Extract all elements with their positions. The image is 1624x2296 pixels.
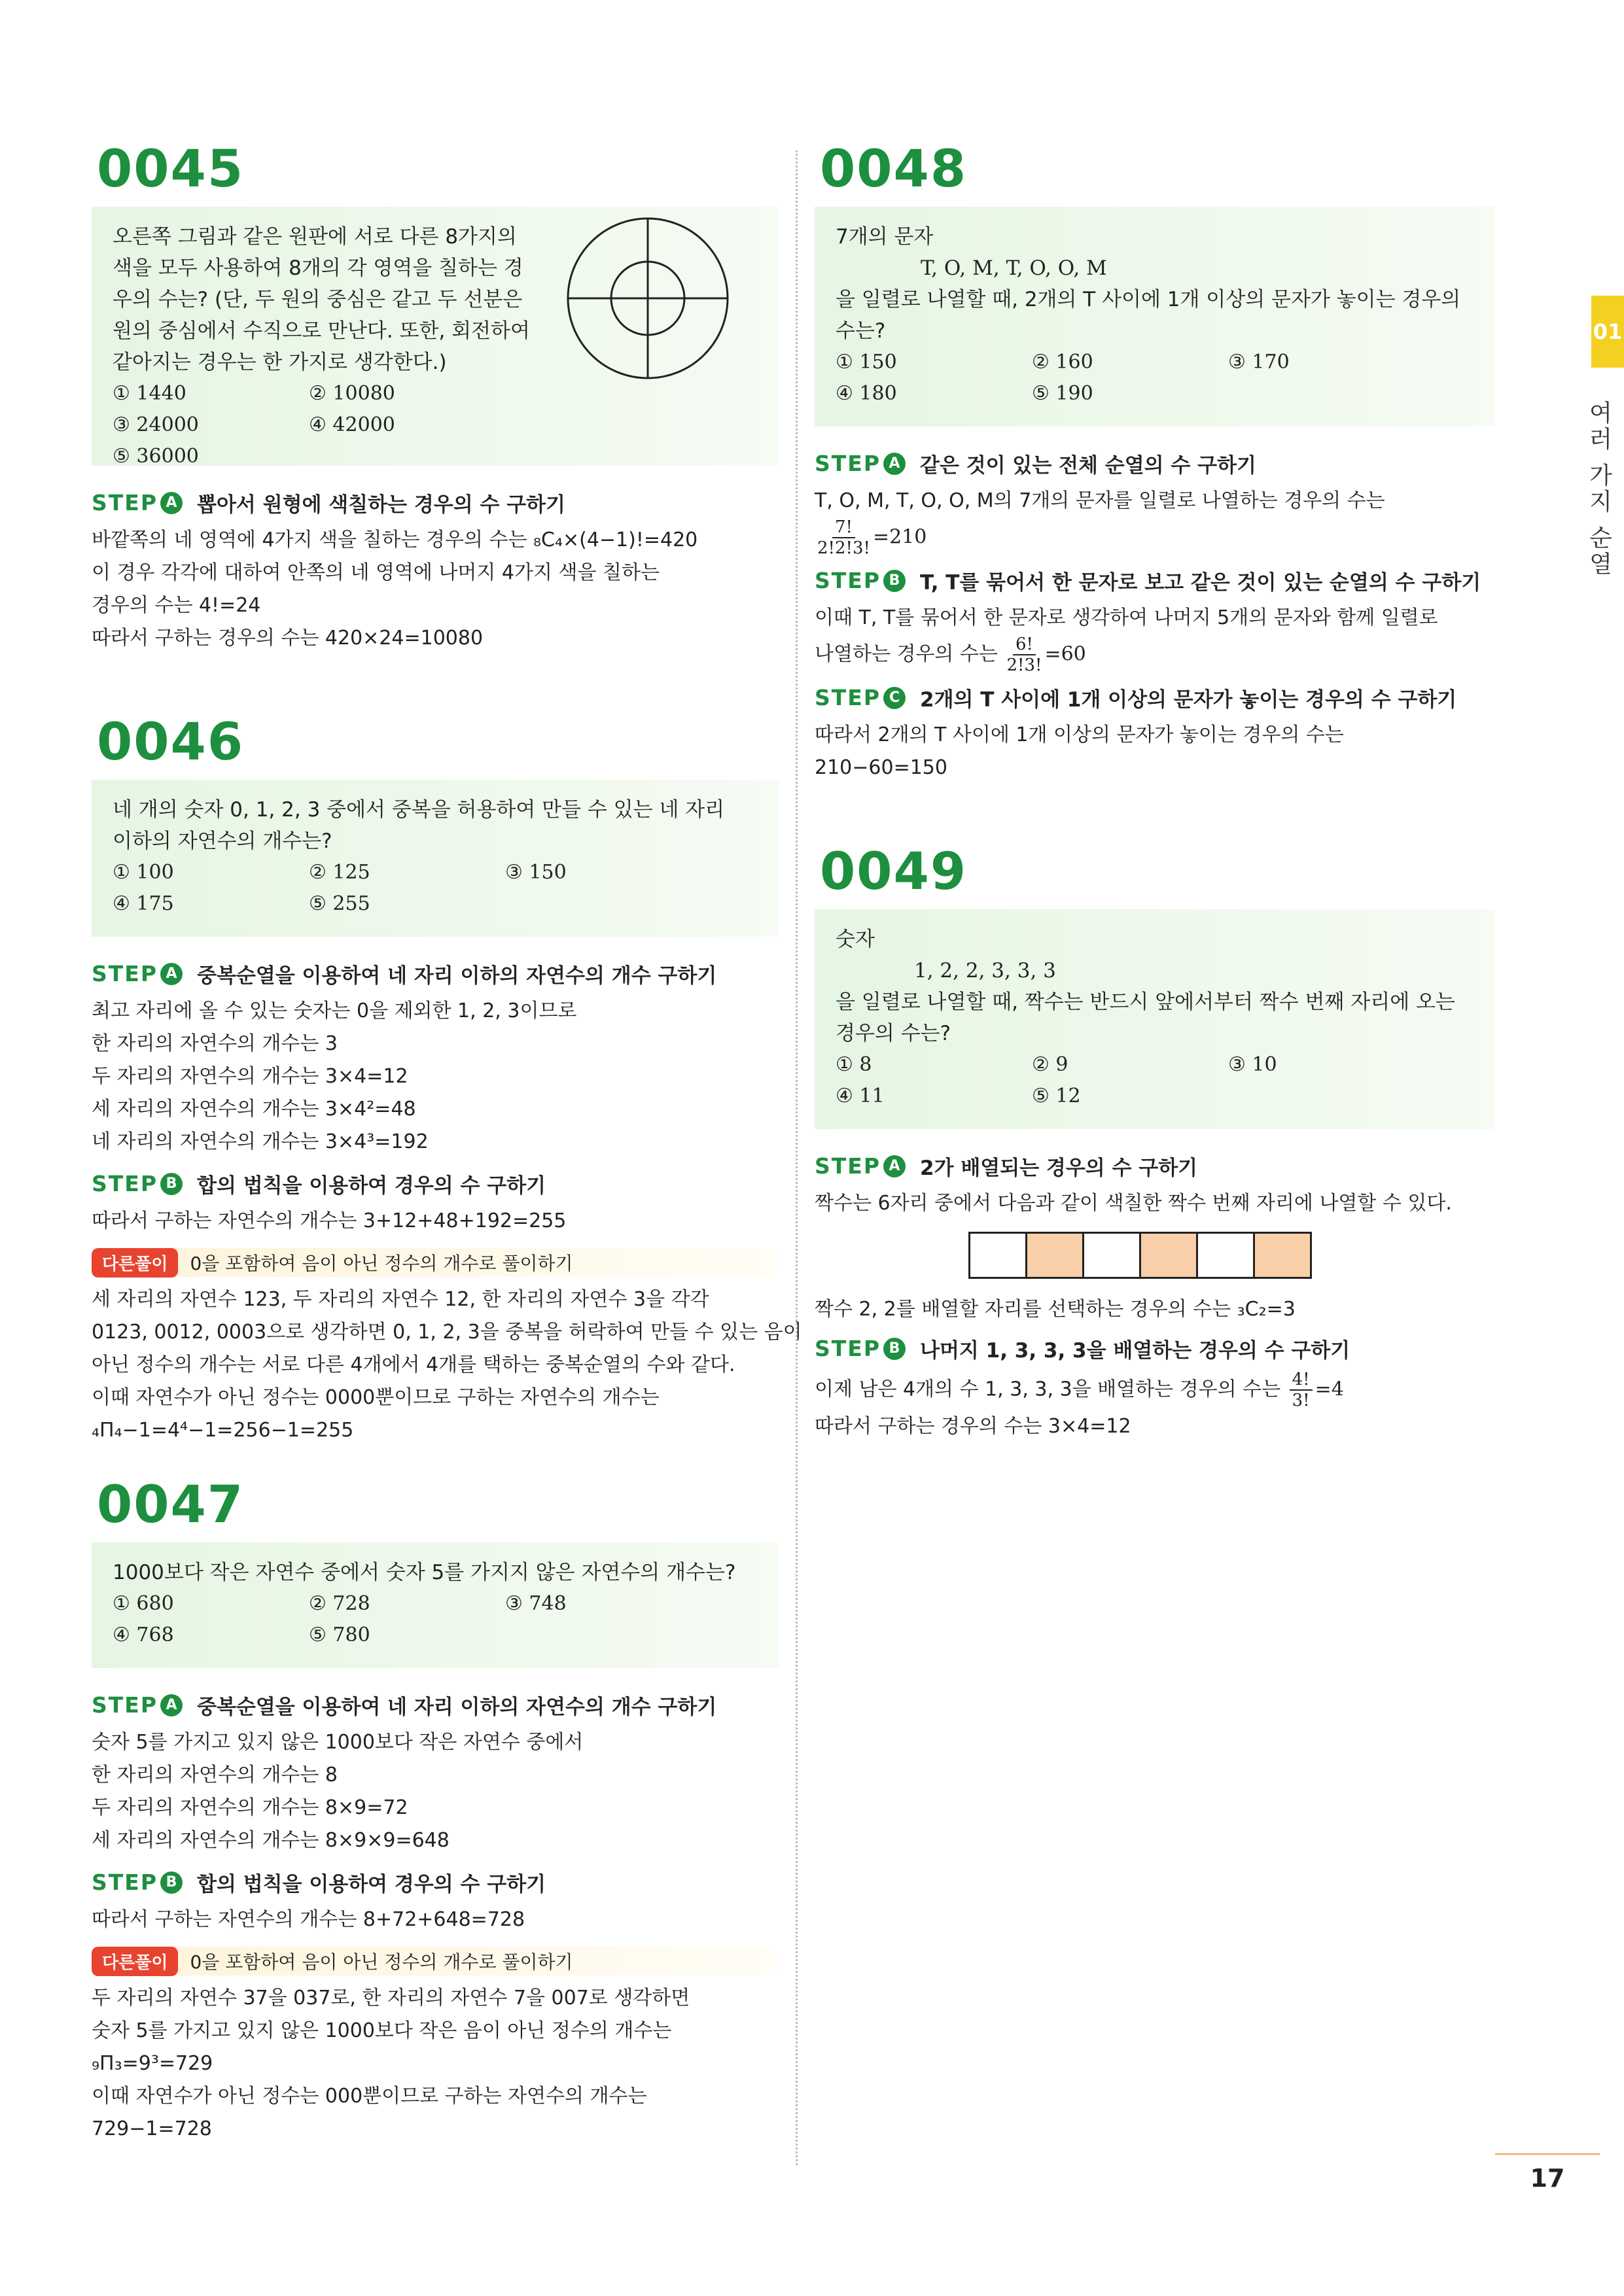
step-badge-c: C [883, 687, 906, 709]
question-box-0049: 숫자 1, 2, 2, 3, 3, 3 을 일렬로 나열할 때, 짝수는 반드시 앞에서부터 짝수 번째 자리에 오는 경우의 수는? ① 8 ② 9 ③ 10 ④ 11 ⑤ 12 [815, 909, 1495, 1129]
choice-5: ⑤ 190 [1032, 382, 1093, 405]
solution-0045: 바깥쪽의 네 영역에 4가지 색을 칠하는 경우의 수는 ₈C₄×(4−1)!=420 이 경우 각각에 대하여 안쪽의 네 영역에 나머지 4가지 색을 칠하는 경우의 수는 4!=24 따라서 구하는 경우의 수는 420×24=10080 [92, 529, 698, 650]
choice-5: ⑤ 780 [309, 1624, 370, 1646]
step-badge-b: B [883, 570, 906, 592]
question-box-0045 [92, 207, 779, 466]
choice-4: ④ 768 [113, 1624, 174, 1646]
step-badge-a: A [160, 963, 183, 985]
solution-0048-b: 이때 T, T를 묶어서 한 문자로 생각하여 나머지 5개의 문자와 함께 일렬로 나열하는 경우의 수는 $\frac{6!}{2!3!}$ =60 [815, 606, 1438, 675]
question-line: 우의 수는? (단, 두 원의 중심은 같고 두 선분은 [113, 288, 523, 311]
fraction: $\frac{4!}{3!}$ [1290, 1370, 1313, 1410]
choice-5: ⑤ 255 [309, 892, 370, 915]
problem-number-0045: 0045 [97, 140, 245, 199]
step-badge-a: A [883, 453, 906, 475]
slot-even-shaded [1253, 1232, 1312, 1279]
alt-solution-banner: 다른풀이 0을 포함하여 음이 아닌 정수의 개수로 풀이하기 [92, 1947, 779, 1975]
position-slots-diagram [970, 1232, 1495, 1279]
alt-solution-tag: 다른풀이 [92, 1248, 178, 1278]
slot-even-shaded [1139, 1232, 1198, 1279]
question-line: 원의 중심에서 수직으로 만난다. 또한, 회전하여 [113, 319, 530, 343]
step-b-heading: STEP B T, T를 묶어서 한 문자로 보고 같은 것이 있는 순열의 수 구하기 [815, 568, 1481, 595]
slot-odd [1082, 1232, 1141, 1279]
choice-4: ④ 11 [836, 1085, 885, 1107]
solution-0049-a: 짝수는 6자리 중에서 다음과 같이 색칠한 짝수 번째 자리에 나열할 수 있다. [815, 1192, 1452, 1215]
choice-2: ② 125 [309, 861, 370, 884]
solution-0046-a: 최고 자리에 올 수 있는 숫자는 0을 제외한 1, 2, 3이므로 한 자리의 자연수의 개수는 3 두 자리의 자연수의 개수는 3×4=12 세 자리의 자연수의 개수는 3×4²=48 네 자리의 자연수의 개수는 3×4³=192 [92, 1000, 577, 1153]
problem-number-0049: 0049 [820, 843, 968, 901]
problem-number-0047: 0047 [97, 1476, 245, 1535]
step-a-heading: STEP A 2가 배열되는 경우의 수 구하기 [815, 1153, 1198, 1180]
choice-1: ① 680 [113, 1592, 174, 1615]
choice-3: ③ 150 [505, 861, 567, 884]
step-badge-a: A [160, 492, 183, 514]
question-line: 색을 모두 사용하여 8개의 각 영역을 칠하는 경 [113, 256, 523, 280]
choice-4: ④ 180 [836, 382, 897, 405]
choice-3: ③ 748 [505, 1592, 567, 1615]
solution-0047-a: 숫자 5를 가지고 있지 않은 1000보다 작은 자연수 중에서 한 자리의 자연수의 개수는 8 두 자리의 자연수의 개수는 8×9=72 세 자리의 자연수의 개수는 8×9×9=648 [92, 1731, 584, 1852]
problem-number-0048: 0048 [820, 140, 968, 199]
solution-0046-b: 따라서 구하는 자연수의 개수는 3+12+48+192=255 [92, 1209, 567, 1232]
question-box-0047: 1000보다 작은 자연수 중에서 숫자 5를 가지지 않은 자연수의 개수는? ① 680 ② 728 ③ 748 ④ 768 ⑤ 780 [92, 1542, 779, 1668]
chapter-title: 여러 가지 순열 [1585, 400, 1612, 578]
choice-4: ④ 42000 [309, 413, 395, 436]
fraction: $\frac{7!}{2!2!3!}$ [817, 517, 870, 558]
choice-5: ⑤ 36000 [113, 445, 199, 468]
question-line: 같아지는 경우는 한 가지로 생각한다.) [113, 351, 447, 374]
choice-2: ② 9 [1032, 1053, 1068, 1076]
step-b-heading: STEP B 나머지 1, 3, 3, 3을 배열하는 경우의 수 구하기 [815, 1336, 1350, 1363]
solution-0048-a: T, O, M, T, O, O, M의 7개의 문자를 일렬로 나열하는 경우의 수는 $\frac{7!}{2!2!3!}$ =210 [815, 489, 1385, 558]
question-box-0048: 7개의 문자 T, O, M, T, O, O, M 을 일렬로 나열할 때, 2개의 T 사이에 1개 이상의 문자가 놓이는 경우의 수는? ① 150 ② 160 ③ 170 ④ 180 ⑤ 190 [815, 207, 1495, 426]
step-badge-a: A [883, 1155, 906, 1177]
step-a-heading: STEP A 중복순열을 이용하여 네 자리 이하의 자연수의 개수 구하기 [92, 961, 717, 988]
step-a-heading: STEP A 같은 것이 있는 전체 순열의 수 구하기 [815, 451, 1256, 478]
question-box-0046: 네 개의 숫자 0, 1, 2, 3 중에서 중복을 허용하여 만들 수 있는 네 자리 이하의 자연수의 개수는? ① 100 ② 125 ③ 150 ④ 175 ⑤ 255 [92, 780, 779, 937]
alt-solution-tag: 다른풀이 [92, 1947, 178, 1976]
step-a-heading: STEP A 중복순열을 이용하여 네 자리 이하의 자연수의 개수 구하기 [92, 1692, 717, 1719]
step-badge-a: A [160, 1694, 183, 1716]
fraction: $\frac{6!}{2!3!}$ [1006, 635, 1042, 675]
page-number: 17 [1495, 2153, 1600, 2193]
choice-2: ② 10080 [309, 382, 395, 405]
question-line: 오른쪽 그림과 같은 원판에 서로 다른 8가지의 [113, 225, 517, 249]
choice-1: ① 150 [836, 351, 897, 374]
choice-3: ③ 24000 [113, 413, 199, 436]
left-column [92, 140, 802, 2146]
choice-5: ⑤ 12 [1032, 1085, 1081, 1107]
choice-3: ③ 10 [1228, 1053, 1277, 1076]
alt-solution-banner: 다른풀이 0을 포함하여 음이 아닌 정수의 개수로 풀이하기 [92, 1248, 779, 1277]
problem-number-0046: 0046 [97, 713, 245, 772]
choice-4: ④ 175 [113, 892, 174, 915]
choice-1: ① 100 [113, 861, 174, 884]
slot-even-shaded [1025, 1232, 1084, 1279]
step-badge-b: B [883, 1338, 906, 1360]
circle-disk-figure [563, 213, 733, 383]
choice-2: ② 728 [309, 1592, 370, 1615]
choice-3: ③ 170 [1228, 351, 1290, 374]
slot-odd [968, 1232, 1027, 1279]
solution-0049-b: 이제 남은 4개의 수 1, 3, 3, 3을 배열하는 경우의 수는 $\frac{4!}{3!}$ =4 따라서 구하는 경우의 수는 3×4=12 [815, 1370, 1344, 1438]
step-badge-b: B [160, 1173, 183, 1195]
choice-2: ② 160 [1032, 351, 1093, 374]
chapter-tab: 01 [1591, 296, 1624, 368]
solution-0048-c: 따라서 2개의 T 사이에 1개 이상의 문자가 놓이는 경우의 수는 210−60=150 [815, 723, 1344, 779]
step-b-heading: STEP B 합의 법칙을 이용하여 경우의 수 구하기 [92, 1870, 546, 1896]
choice-1: ① 1440 [113, 382, 186, 405]
alt-solution-0046: 세 자리의 자연수 123, 두 자리의 자연수 12, 한 자리의 자연수 3을 각각 0123, 0012, 0003으로 생각하면 0, 1, 2, 3을 중복을 허락하여 만들 수 있는 음이 아닌 정수의 개수는 서로 다른 4개에서 4개를 택하는 중복순열의 수와 같다. 이때 자연수가 아닌 정수는 0000뿐이므로 구하는 자연수의 개수는 ₄Π₄−1=4⁴−1=256−1=255 [92, 1288, 802, 1442]
step-b-heading: STEP B 합의 법칙을 이용하여 경우의 수 구하기 [92, 1171, 546, 1198]
column-divider [796, 150, 798, 2165]
alt-solution-0047: 두 자리의 자연수 37을 037로, 한 자리의 자연수 7을 007로 생각하면 숫자 5를 가지고 있지 않은 1000보다 작은 음이 아닌 정수의 개수는 ₉Π₃=9³=729 이때 자연수가 아닌 정수는 000뿐이므로 구하는 자연수의 개수는 729−1=728 [92, 1987, 690, 2140]
choice-1: ① 8 [836, 1053, 872, 1076]
slot-odd [1196, 1232, 1255, 1279]
step-c-heading: STEP C 2개의 T 사이에 1개 이상의 문자가 놓이는 경우의 수 구하기 [815, 685, 1457, 712]
step-a-heading: STEP A 뽑아서 원형에 색칠하는 경우의 수 구하기 [92, 490, 566, 517]
step-badge-b: B [160, 1871, 183, 1894]
solution-0049-a2: 짝수 2, 2를 배열할 자리를 선택하는 경우의 수는 ₃C₂=3 [815, 1298, 1296, 1321]
solution-0047-b: 따라서 구하는 자연수의 개수는 8+72+648=728 [92, 1908, 525, 1931]
right-column [815, 140, 1495, 1443]
